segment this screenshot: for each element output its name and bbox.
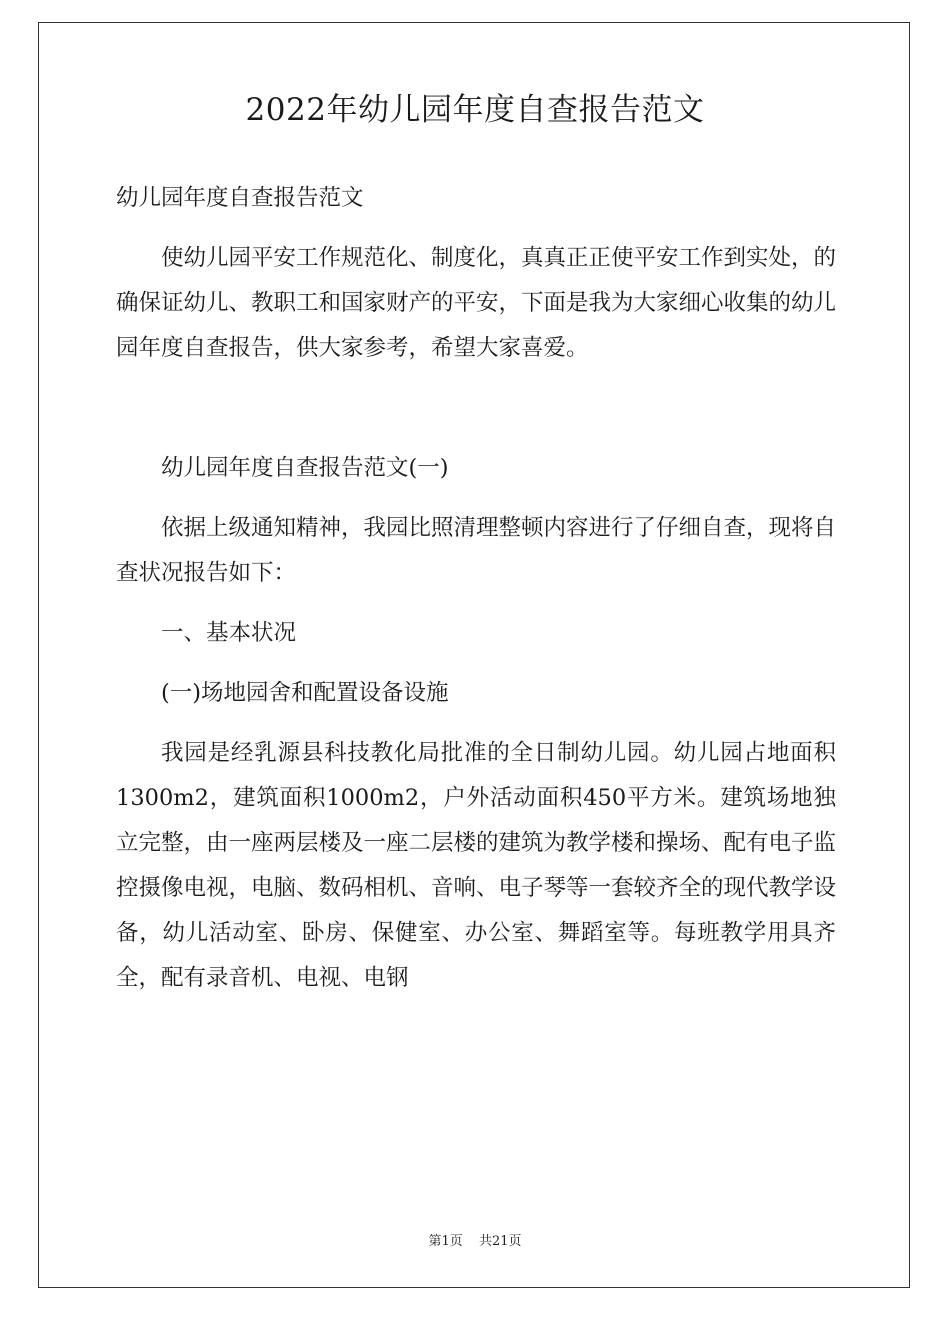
document-title: 2022年幼儿园年度自查报告范文 — [245, 92, 705, 128]
page-number-current: 第1页 — [428, 1234, 463, 1249]
body-paragraph: 我园是经乳源县科技教化局批准的全日制幼儿园。幼儿园占地面积1300m2，建筑面积1000m2，户外活动面积450平方米。建筑场地独立完整，由一座两层楼及一座二层楼的建筑为教学楼和操场、配有电子监控摄像电视，电脑、数码相机、音响、电子琴等一套较齐全的现代教学设备，幼儿活动室、卧房、保健室、办公室、舞蹈室等。每班教学用具齐全，配有录音机、电视、电钢 — [116, 740, 837, 991]
subtitle-paragraph: 幼儿园年度自查报告范文 — [116, 185, 364, 211]
intro-paragraph: 使幼儿园平安工作规范化、制度化，真真正正使平安工作到实处，的确保证幼儿、教职工和国家财产的平安，下面是我为大家细心收集的幼儿园年度自查报告，供大家参考，希望大家喜爱。 — [116, 245, 837, 361]
subsection-heading: 一、基本状况 — [161, 620, 297, 646]
subsection-heading: (一)场地园舍和配置设备设施 — [161, 680, 449, 706]
document-body — [116, 176, 836, 1016]
body-paragraph: 依据上级通知精神，我园比照清理整顿内容进行了仔细自查，现将自查状况报告如下： — [116, 515, 837, 586]
blank-space — [116, 386, 836, 446]
section-heading: 幼儿园年度自查报告范文(一) — [161, 455, 449, 481]
page-footer — [0, 1232, 950, 1252]
page-number-total: 共21页 — [478, 1234, 522, 1249]
